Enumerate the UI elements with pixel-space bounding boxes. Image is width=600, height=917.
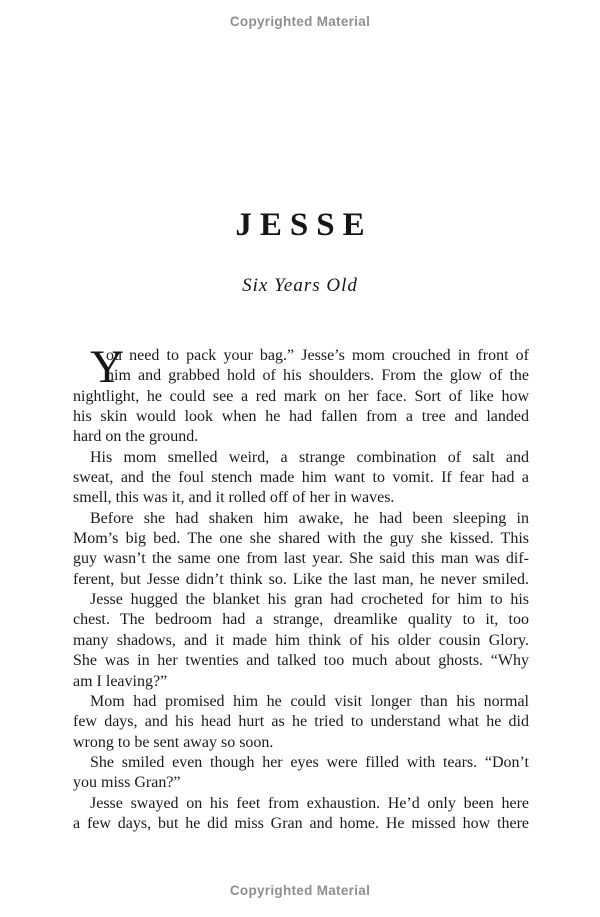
text-line: smell, this was it, and it rolled off of her in waves.: [73, 489, 395, 507]
text-line: She was in her twenties and talked too much about ghosts. “Why: [73, 652, 529, 670]
paragraph: [73, 692, 529, 753]
drop-cap: Y: [90, 341, 124, 393]
text-line: hard on the ground.: [73, 428, 199, 446]
text-line: am I leaving?”: [73, 672, 168, 690]
text-line: his skin would look when he had fallen from a tree and landed: [73, 408, 529, 426]
text-line: nightlight, he could see a red mark on her face. Sort of like how: [73, 387, 529, 405]
copyright-notice-top: Copyrighted Material: [229, 14, 371, 29]
text-line: many shadows, and it made him think of his older cousin Glory.: [73, 631, 529, 649]
text-line: him and grabbed hold of his shoulders. From the glow of the: [106, 367, 529, 385]
text-line: Jesse hugged the blanket his gran had crocheted for him to his: [90, 591, 529, 609]
text-line: His mom smelled weird, a strange combination of salt and: [90, 448, 529, 466]
text-line: ferent, but Jesse didn’t think so. Like the last man, he never smiled.: [73, 570, 529, 588]
paragraph: [73, 794, 529, 835]
body-text: [73, 341, 529, 834]
text-line: chest. The bedroom had a strange, dreamlike quality to it, too: [73, 611, 529, 629]
text-line: a few days, but he did miss Gran and home. He missed how there: [73, 814, 529, 832]
text-line: Mom had promised him he could visit longer than his normal: [90, 692, 529, 710]
text-line: She smiled even though her eyes were filled with tears. “Don’t: [90, 753, 529, 771]
text-line: Mom’s big bed. The one she shared with the guy she kissed. This: [73, 530, 529, 548]
text-line: few days, and his head hurt as he tried to understand what he did: [73, 713, 529, 731]
paragraph: [73, 341, 529, 448]
copyright-notice-bottom: Copyrighted Material: [229, 883, 371, 898]
text-line: Before she had shaken him awake, he had been sleeping in: [90, 509, 529, 527]
chapter-title: JESSE: [235, 207, 373, 243]
chapter-subtitle: Six Years Old: [242, 275, 358, 296]
paragraph: [73, 448, 529, 509]
text-line: sweat, and the foul stench made him want to vomit. If fear had a: [73, 469, 529, 487]
text-line: wrong to be sent away so soon.: [73, 733, 274, 751]
text-line: you miss Gran?”: [73, 774, 181, 792]
text-line: ou need to pack your bag.” Jesse’s mom crouched in front of: [106, 347, 529, 364]
paragraph: [73, 753, 529, 794]
paragraph: [73, 509, 529, 590]
text-line: guy wasn’t the same one from last year. She said this man was dif-: [73, 550, 529, 568]
text-line: Jesse swayed on his feet from exhaustion. He’d only been here: [90, 794, 529, 812]
paragraph: [73, 590, 529, 692]
